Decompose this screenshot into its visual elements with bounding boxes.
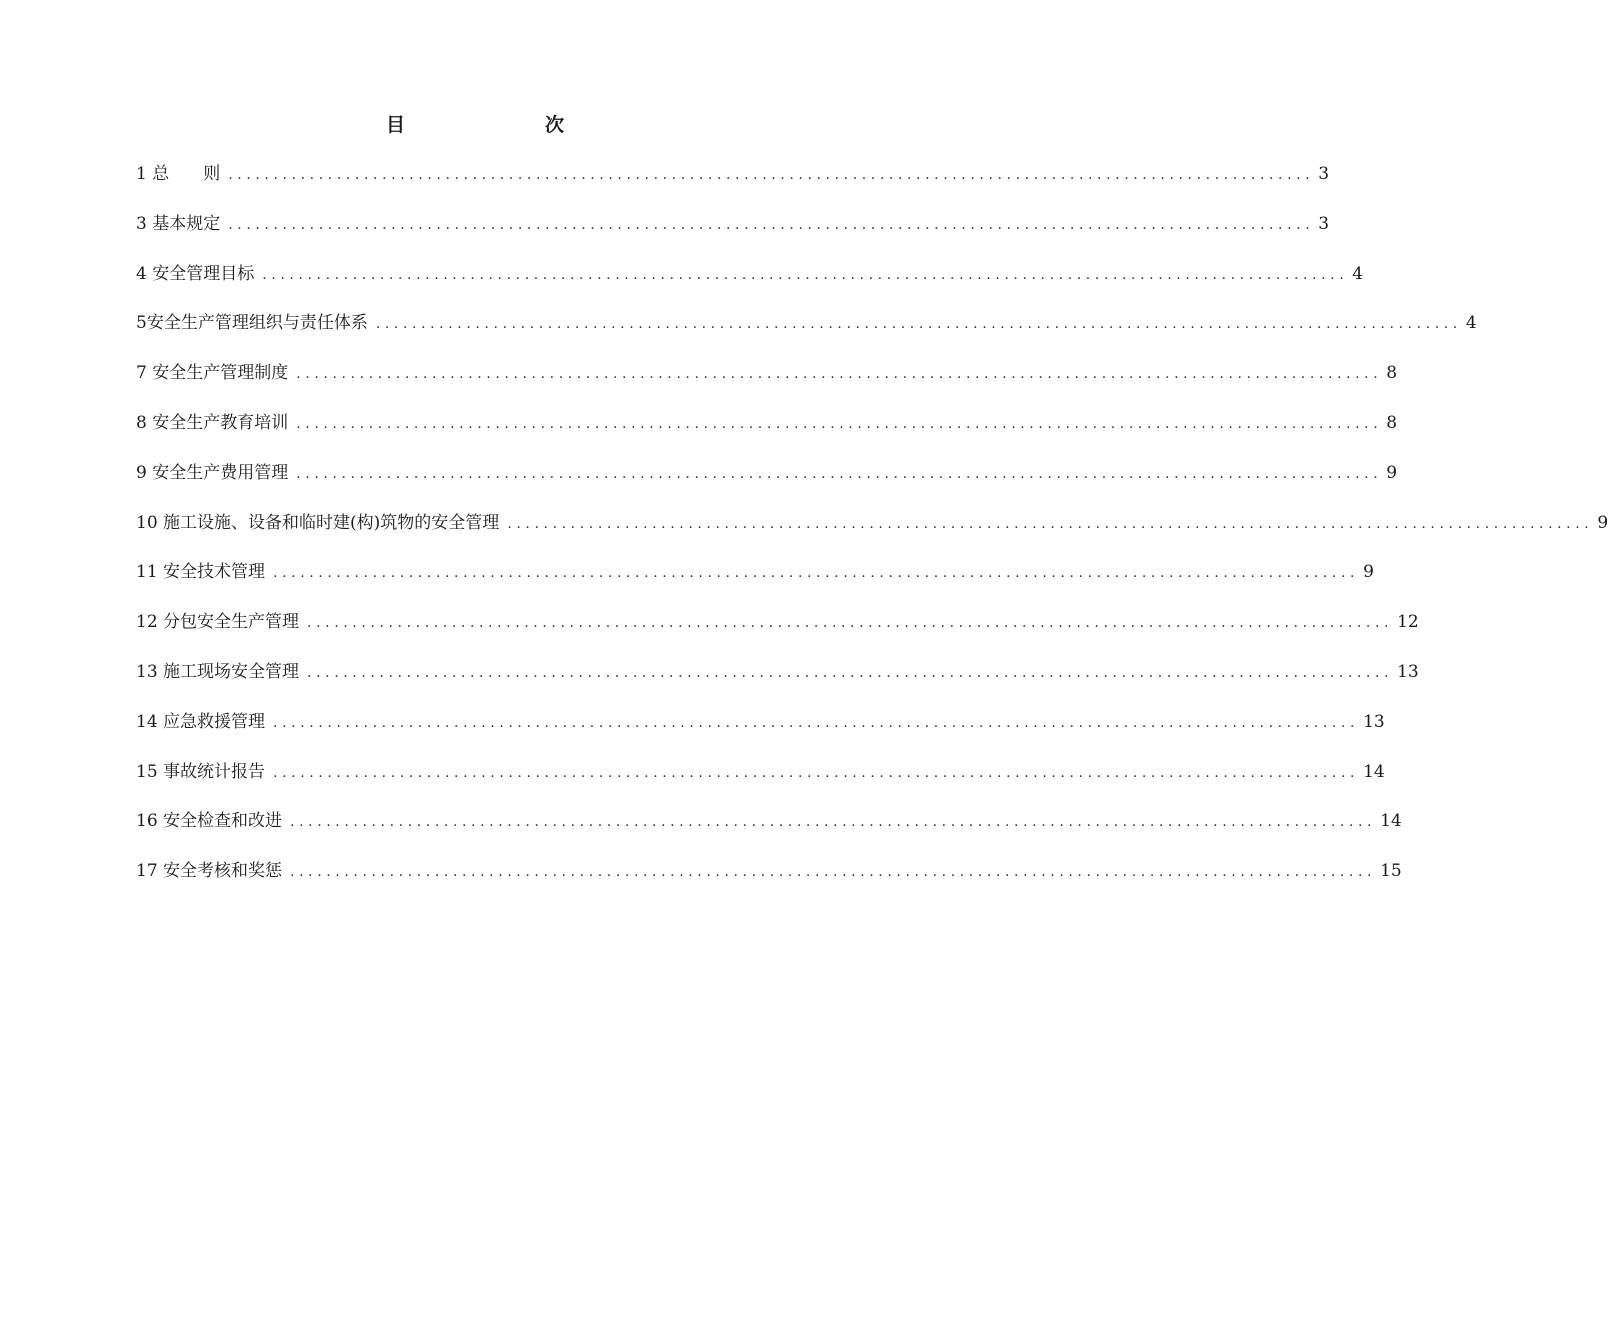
toc-entry[interactable] (136, 809, 1402, 859)
toc-entry[interactable] (136, 411, 1398, 461)
toc-dot-leader: ........................................................................................................................ (290, 814, 1377, 831)
toc-entry-page: 4 (1352, 263, 1364, 284)
toc-entry[interactable] (136, 560, 1374, 610)
toc-entry[interactable] (136, 262, 1364, 312)
toc-list (136, 162, 1608, 909)
toc-entry-page: 8 (1386, 363, 1398, 384)
toc-entry[interactable] (136, 610, 1419, 660)
toc-entry-page: 3 (1318, 213, 1330, 234)
toc-entry-page: 13 (1397, 661, 1419, 682)
toc-entry[interactable] (136, 660, 1419, 710)
toc-dot-leader: ........................................................................................................................ (228, 167, 1315, 183)
toc-dot-leader: ........................................................................................................................ (228, 216, 1315, 233)
toc-dot-leader: ........................................................................................................................ (507, 515, 1594, 532)
toc-entry[interactable] (136, 511, 1608, 561)
toc-entry-page: 13 (1363, 711, 1385, 732)
toc-entry-page: 9 (1363, 562, 1374, 583)
toc-entry-label: 5安全生产管理组织与责任体系 (136, 313, 368, 334)
toc-entry-label: 11 安全技术管理 (136, 562, 266, 583)
toc-title: 目 次 (385, 114, 598, 136)
toc-dot-leader: ........................................................................................................................ (375, 316, 1462, 333)
toc-dot-leader: ........................................................................................................................ (290, 864, 1377, 881)
toc-dot-leader: ........................................................................................................................ (296, 415, 1383, 432)
toc-entry-label: 13 施工现场安全管理 (136, 661, 300, 682)
toc-dot-leader: ........................................................................................................................ (296, 366, 1383, 383)
toc-entry-label: 16 安全检查和改进 (136, 811, 283, 832)
toc-dot-leader: ........................................................................................................................ (262, 266, 1349, 283)
toc-entry[interactable] (136, 710, 1385, 760)
toc-dot-leader: ........................................................................................................................ (307, 664, 1394, 681)
toc-entry[interactable] (136, 311, 1477, 361)
toc-dot-leader: ........................................................................................................................ (273, 714, 1360, 731)
toc-dot-leader: ........................................................................................................................ (273, 565, 1360, 582)
toc-entry-page: 3 (1318, 164, 1330, 184)
toc-dot-leader: ........................................................................................................................ (273, 764, 1360, 781)
toc-entry[interactable] (136, 162, 1330, 212)
toc-entry[interactable] (136, 461, 1398, 511)
toc-entry-label: 17 安全考核和奖惩 (136, 861, 283, 882)
toc-entry-page: 14 (1380, 811, 1402, 832)
toc-entry-page: 8 (1386, 412, 1398, 433)
toc-entry[interactable] (136, 760, 1385, 810)
toc-entry[interactable] (136, 212, 1330, 262)
toc-entry-page: 4 (1465, 313, 1477, 334)
toc-entry-page: 9 (1597, 512, 1608, 533)
toc-dot-leader: ........................................................................................................................ (307, 615, 1394, 632)
toc-entry[interactable] (136, 361, 1398, 411)
toc-entry-label: 15 事故统计报告 (136, 761, 266, 782)
toc-entry-label: 9 安全生产费用管理 (136, 462, 289, 483)
toc-entry-label: 1 总 则 (136, 164, 221, 184)
toc-entry-label: 10 施工设施、设备和临时建(构)筑物的安全管理 (136, 512, 500, 533)
toc-entry-page: 14 (1363, 761, 1385, 782)
toc-entry-page: 12 (1397, 612, 1419, 633)
toc-entry-label: 14 应急救援管理 (136, 711, 266, 732)
toc-entry-label: 12 分包安全生产管理 (136, 612, 300, 633)
toc-entry-label: 3 基本规定 (136, 213, 221, 234)
toc-entry-label: 4 安全管理目标 (136, 263, 255, 284)
toc-entry-page: 15 (1380, 861, 1402, 882)
toc-entry-label: 7 安全生产管理制度 (136, 363, 289, 384)
toc-entry-page: 9 (1386, 462, 1398, 483)
toc-dot-leader: ........................................................................................................................ (296, 465, 1383, 482)
toc-entry-label: 8 安全生产教育培训 (136, 412, 289, 433)
toc-entry[interactable] (136, 859, 1402, 909)
